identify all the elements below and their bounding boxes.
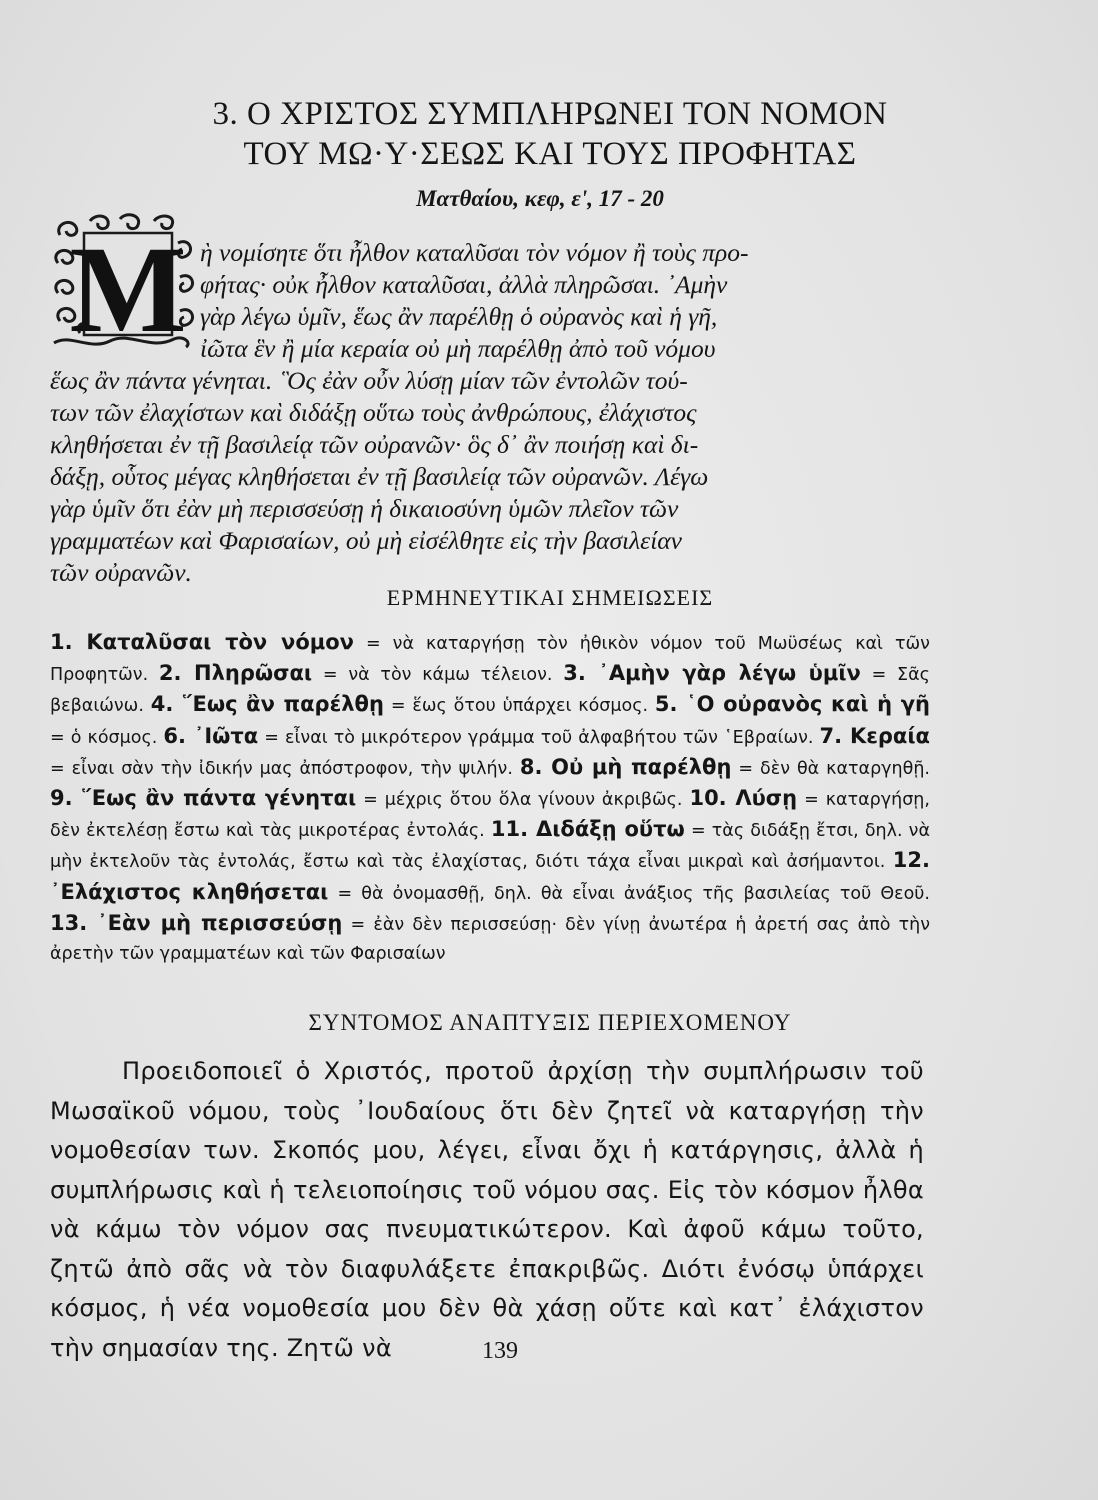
scripture-line: τῶν οὐρανῶν. xyxy=(50,558,192,587)
chapter-title-line-2: ΤΟΥ ΜΩ·Υ·ΣΕΩΣ ΚΑΙ ΤΟΥΣ ΠΡΟΦΗΤΑΣ xyxy=(243,136,857,172)
note-item: 11. Διδάξῃ οὕτω = τὰς διδάξῃ ἔτσι, δηλ. νὰ μὴν ἐκτελοῦν τὰς ἐντολάς, ἔστω καὶ τὰς ἐλαχίστας, διότι τάχα εἶναι μικραὶ καὶ ἀσήμαντοι. xyxy=(50,817,930,873)
note-item: 2. Πληρῶσαι = νὰ τὸν κάμω τέλειον. xyxy=(158,661,553,686)
summary-paragraph: Προειδοποιεῖ ὁ Χριστός, προτοῦ ἀρχίσῃ τὴν συμπλήρωσιν τοῦ Μωσαϊκοῦ νόμου, τοὺς ᾿Ιουδαίους ὅτι δὲν ζητεῖ νὰ καταργήσῃ τὴν νομοθεσίαν των. Σκοπός μου, λέγει, εἶναι ὄχι ἡ κατάργησις, ἀλλὰ ἡ συμπλήρωσις καὶ ἡ τελειοποίησις τοῦ νόμου σας. Εἰς τὸν κόσμον ἦλθα νὰ κάμω τὸν νόμον σας πνευματικώτερον. Καὶ ἀφοῦ κάμω τοῦτο, ζητῶ ἀπὸ σᾶς νὰ τὸν διαφυλάξετε ἐπακριβῶς. Διότι ἐνόσῳ ὑπάρχει κόσμος, ἡ νέα νομοθεσία μου δὲν θὰ χάσῃ οὔτε καὶ κατ᾿ ἐλάχιστον τὴν σημασίαν της. Ζητῶ νὰ xyxy=(50,1057,924,1362)
note-item: 4. ῞Εως ἂν παρέλθῃ = ἕως ὅτου ὑπάρχει κόσμος. xyxy=(150,692,649,717)
note-definition: Σᾶς βεβαιώνω. xyxy=(50,665,930,717)
notes-heading: ΕΡΜΗΝΕΥΤΙΚΑΙ ΣΗΜΕΙΩΣΕΙΣ xyxy=(386,585,714,610)
note-term: 13. ᾿Εὰν μὴ περισσεύσῃ xyxy=(50,910,343,935)
note-definition: νὰ καταργήσῃ τὸν ἠθικὸν νόμον τοῦ Μωϋσέως καὶ τῶν Προφητῶν. xyxy=(50,634,930,686)
note-item: 5. ῾Ο οὐρανὸς καὶ ἡ γῆ = ὁ κόσμος. xyxy=(50,692,930,748)
chapter-title-line-1: 3. Ο ΧΡΙΣΤΟΣ ΣΥΜΠΛΗΡΩΝΕΙ ΤΟΝ ΝΟΜΟΝ xyxy=(212,96,888,132)
note-item: 9. ῞Εως ἂν πάντα γένηται = μέχρις ὅτου ὅλα γίνουν ἀκριβῶς. xyxy=(50,786,683,811)
scripture-line: γὰρ λέγω ὑμῖν, ἕως ἂν παρέλθῃ ὁ οὐρανὸς καὶ ἡ γῆ, xyxy=(200,302,718,331)
note-item: 3. ᾿Αμὴν γὰρ λέγω ὑμῖν = Σᾶς βεβαιώνω. xyxy=(50,661,930,717)
note-term: 7. Κεραία xyxy=(819,723,930,748)
note-term: 6. ᾿Ιῶτα xyxy=(163,723,259,748)
note-definition: εἶναι τὸ μικρότερον γράμμα τοῦ ἀλφαβήτου τῶν ῾Εβραίων. xyxy=(285,727,814,748)
note-definition: εἶναι σὰν τὴν ἰδικήν μας ἀπόστροφον, τὴν ψιλήν. xyxy=(71,758,513,779)
drop-cap-letter: Μ xyxy=(69,221,187,353)
scripture-line: ὴ νομίσητε ὅτι ἦλθον καταλῦσαι τὸν νόμον ἢ τοὺς προ- xyxy=(200,238,749,267)
scripture-line: γὰρ ὑμῖν ὅτι ἐὰν μὴ περισσεύσῃ ἡ δικαιοσύνη ὑμῶν πλεῖον τῶν xyxy=(50,494,679,523)
note-term: 4. ῞Εως ἂν παρέλθῃ xyxy=(150,692,384,717)
note-definition: καταργήσῃ, δὲν ἐκτελέσῃ ἔστω καὶ τὰς μικροτέρας ἐντολάς. xyxy=(50,790,930,842)
interpretive-notes xyxy=(50,628,930,969)
note-definition: τὰς διδάξῃ ἔτσι, δηλ. νὰ μὴν ἐκτελοῦν τὰς ἐντολάς, ἔστω καὶ τὰς ἐλαχίστας, διότι τάχα εἶναι μικραὶ καὶ ἀσήμαντοι. xyxy=(50,821,930,873)
note-definition: ἕως ὅτου ὑπάρχει κόσμος. xyxy=(412,696,649,717)
note-term: 11. Διδάξῃ οὕτω xyxy=(490,817,685,842)
ornamental-drop-cap xyxy=(50,213,198,353)
note-term: 2. Πληρῶσαι xyxy=(158,661,313,686)
scripture-reference: Ματθαίου, κεφ, ε', 17 - 20 xyxy=(416,186,664,211)
note-item: 10. Λύσῃ = καταργήσῃ, δὲν ἐκτελέσῃ ἔστω καὶ τὰς μικροτέρας ἐντολάς. xyxy=(50,786,930,842)
scripture-line: κληθήσεται ἐν τῇ βασιλείᾳ τῶν οὐρανῶν· ὃς δ᾿ ἂν ποιήσῃ καὶ δι- xyxy=(50,430,699,459)
note-definition: νὰ τὸν κάμω τέλειον. xyxy=(348,665,553,686)
note-term: 5. ῾Ο οὐρανὸς καὶ ἡ γῆ xyxy=(654,692,930,717)
note-item: 13. ᾿Εὰν μὴ περισσεύσῃ = ἐὰν δὲν περισσεύσῃ· δὲν γίνῃ ἀνωτέρα ἡ ἀρετή σας ἀπὸ τὴν ἀρετὴν τῶν γραμματέων καὶ τῶν Φαρισαίων xyxy=(50,910,931,965)
scripture-line: φήτας· οὐκ ἦλθον καταλῦσαι, ἀλλὰ πληρῶσαι. ᾿Αμὴν xyxy=(200,270,728,299)
note-item: 1. Καταλῦσαι τὸν νόμον = νὰ καταργήσῃ τὸν ἠθικὸν νόμον τοῦ Μωϋσέως καὶ τῶν Προφητῶν. xyxy=(50,630,930,686)
scripture-line: δάξῃ, οὗτος μέγας κληθήσεται ἐν τῇ βασιλείᾳ τῶν οὐρανῶν. Λέγω xyxy=(50,462,709,491)
note-definition: ὁ κόσμος. xyxy=(70,727,158,748)
note-term: 3. ᾿Αμὴν γὰρ λέγω ὑμῖν xyxy=(563,661,861,686)
note-item: 8. Οὐ μὴ παρέλθῃ = δὲν θὰ καταργηθῇ. xyxy=(519,754,930,779)
scripture-line: ἕως ἂν πάντα γένηται. ῝Ος ἐὰν οὖν λύσῃ μίαν τῶν ἐντολῶν τού- xyxy=(50,366,688,395)
note-definition: θὰ ὀνομασθῇ, δηλ. θὰ εἶναι ἀνάξιος τῆς βασιλείας τοῦ Θεοῦ. xyxy=(361,883,930,904)
note-term: 9. ῞Εως ἂν πάντα γένηται xyxy=(50,786,357,811)
note-item: 7. Κεραία = εἶναι σὰν τὴν ἰδικήν μας ἀπόστροφον, τὴν ψιλήν. xyxy=(50,723,930,779)
note-definition: δὲν θὰ καταργηθῇ. xyxy=(760,758,930,779)
note-definition: ἐὰν δὲν περισσεύσῃ· δὲν γίνῃ ἀνωτέρα ἡ ἀρετή σας ἀπὸ τὴν ἀρετὴν τῶν γραμματέων καὶ τῶν Φαρισαίων xyxy=(50,914,931,965)
note-term: 10. Λύσῃ xyxy=(689,786,798,811)
note-item: 12. ᾿Ελάχιστος κληθήσεται = θὰ ὀνομασθῇ, δηλ. θὰ εἶναι ἀνάξιος τῆς βασιλείας τοῦ Θεοῦ. xyxy=(50,848,930,904)
note-term: 1. Καταλῦσαι τὸν νόμον xyxy=(50,630,354,654)
note-term: 8. Οὐ μὴ παρέλθῃ xyxy=(519,754,732,779)
scripture-line: ἰῶτα ἓν ἢ μία κεραία οὐ μὴ παρέλθῃ ἀπὸ τοῦ νόμου xyxy=(200,334,716,363)
scripture-line: γραμματέων καὶ Φαρισαίων, οὐ μὴ εἰσέλθητε εἰς τὴν βασιλείαν xyxy=(50,526,682,555)
summary-heading: ΣΥΝΤΟΜΟΣ ΑΝΑΠΤΥΞΙΣ ΠΕΡΙΕΧΟΜΕΝΟΥ xyxy=(308,1010,792,1035)
scripture-line: των τῶν ἐλαχίστων καὶ διδάξῃ οὕτω τοὺς ἀνθρώπους, ἐλάχιστος xyxy=(50,398,697,427)
chapter-title xyxy=(60,94,1040,174)
page-number: 139 xyxy=(482,1338,518,1364)
note-term: 12. ᾿Ελάχιστος κληθήσεται xyxy=(50,848,930,904)
note-definition: μέχρις ὅτου ὅλα γίνουν ἀκριβῶς. xyxy=(384,790,683,811)
note-item: 6. ᾿Ιῶτα = εἶναι τὸ μικρότερον γράμμα τοῦ ἀλφαβήτου τῶν ῾Εβραίων. xyxy=(163,723,814,748)
